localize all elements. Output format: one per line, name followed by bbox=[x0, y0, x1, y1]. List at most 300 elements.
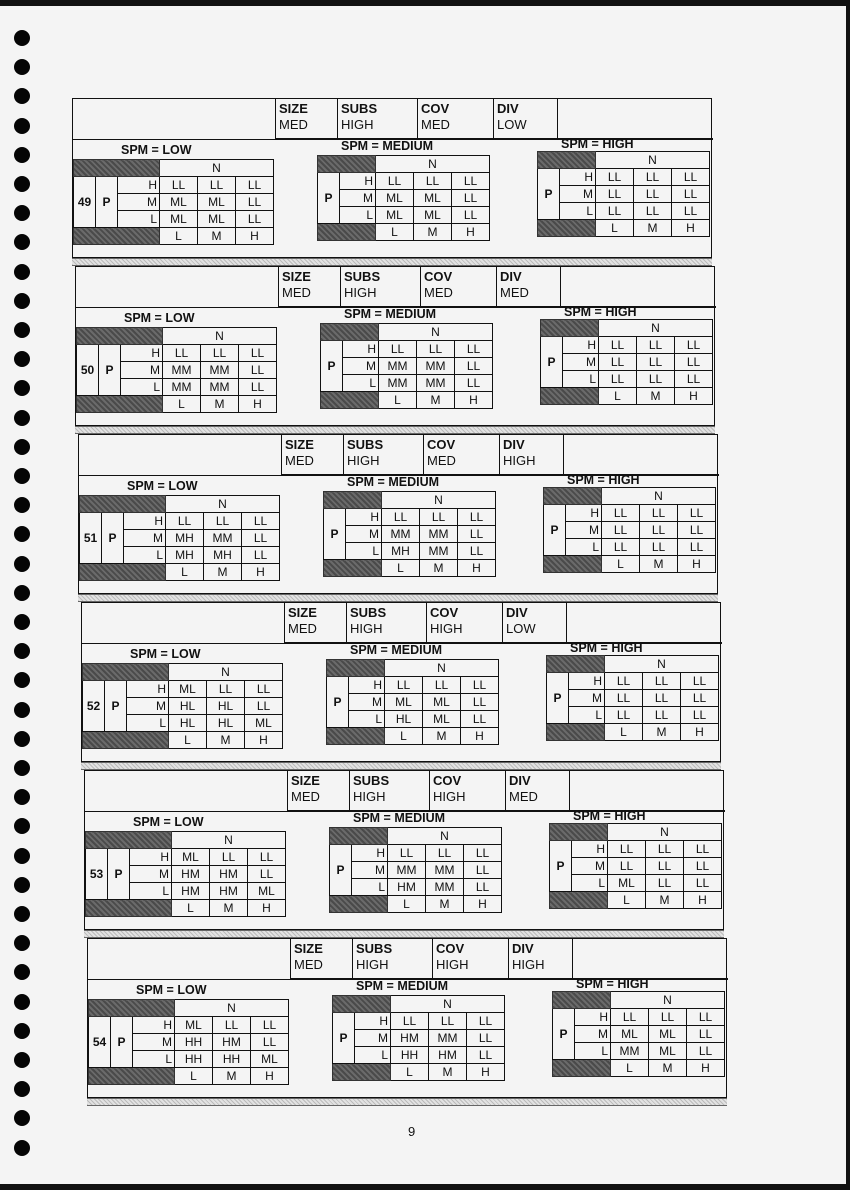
spm-high-title: SPM = HIGH bbox=[576, 977, 649, 991]
value-cell: ML bbox=[245, 715, 283, 732]
value-cell: LL bbox=[245, 698, 283, 715]
binder-hole bbox=[14, 702, 30, 718]
n-header: N bbox=[382, 492, 496, 509]
scenario-block bbox=[75, 266, 740, 434]
binder-hole bbox=[14, 906, 30, 922]
value-cell: LL bbox=[684, 858, 722, 875]
spm-low-title: SPM = LOW bbox=[121, 143, 192, 157]
p-label: P bbox=[327, 677, 349, 728]
row-label: L bbox=[127, 715, 169, 732]
spm-medium-table bbox=[329, 827, 502, 913]
value-cell: ML bbox=[608, 875, 646, 892]
col-label: M bbox=[429, 1064, 467, 1081]
spm-medium-title: SPM = MEDIUM bbox=[341, 139, 434, 153]
binder-hole bbox=[14, 994, 30, 1010]
value-cell: MM bbox=[417, 358, 455, 375]
col-label: H bbox=[678, 556, 716, 573]
value-cell: ML bbox=[160, 194, 198, 211]
binder-hole bbox=[14, 789, 30, 805]
value-cell: MM bbox=[611, 1043, 649, 1060]
shaded-footer bbox=[89, 1068, 175, 1085]
p-label: P bbox=[330, 845, 352, 896]
row-label: H bbox=[572, 841, 608, 858]
value-cell: LL bbox=[251, 1034, 289, 1051]
binder-hole bbox=[14, 410, 30, 426]
div-label: DIV bbox=[497, 101, 519, 116]
binder-hole bbox=[14, 731, 30, 747]
row-label: M bbox=[563, 354, 599, 371]
n-header: N bbox=[163, 328, 277, 345]
binder-hole bbox=[14, 848, 30, 864]
div-value: HIGH bbox=[503, 453, 536, 468]
binder-holes bbox=[14, 30, 34, 1170]
row-label: M bbox=[130, 866, 172, 883]
binder-hole bbox=[14, 1023, 30, 1039]
binder-hole bbox=[14, 935, 30, 951]
row-label: H bbox=[133, 1017, 175, 1034]
value-cell: LL bbox=[376, 173, 414, 190]
value-cell: LL bbox=[640, 505, 678, 522]
n-header: N bbox=[608, 824, 722, 841]
value-cell: MM bbox=[420, 543, 458, 560]
row-label: L bbox=[572, 875, 608, 892]
value-cell: LL bbox=[646, 858, 684, 875]
col-label: L bbox=[382, 560, 420, 577]
value-cell: LL bbox=[675, 337, 713, 354]
col-label: H bbox=[245, 732, 283, 749]
hatched-separator bbox=[78, 594, 718, 602]
value-cell: LL bbox=[646, 875, 684, 892]
col-label: H bbox=[455, 392, 493, 409]
spm-medium-title: SPM = MEDIUM bbox=[350, 643, 443, 657]
size-label: SIZE bbox=[291, 773, 320, 788]
value-cell: MM bbox=[420, 526, 458, 543]
col-label: L bbox=[160, 228, 198, 245]
value-cell: LL bbox=[461, 711, 499, 728]
n-header: N bbox=[599, 320, 713, 337]
scenario-block bbox=[72, 98, 740, 266]
col-label: L bbox=[388, 896, 426, 913]
n-header: N bbox=[385, 660, 499, 677]
spm-high-table bbox=[540, 319, 713, 405]
value-cell: LL bbox=[640, 522, 678, 539]
value-cell: LL bbox=[643, 690, 681, 707]
shaded-header bbox=[538, 152, 596, 169]
value-cell: LL bbox=[464, 862, 502, 879]
size-header bbox=[287, 771, 349, 811]
value-cell: LL bbox=[687, 1043, 725, 1060]
binder-hole bbox=[14, 322, 30, 338]
col-label: H bbox=[467, 1064, 505, 1081]
binder-hole bbox=[14, 877, 30, 893]
shaded-footer bbox=[333, 1064, 391, 1081]
n-header: N bbox=[160, 160, 274, 177]
value-cell: LL bbox=[605, 673, 643, 690]
div-header bbox=[493, 99, 557, 139]
spm-high-title: SPM = HIGH bbox=[570, 641, 643, 655]
p-label: P bbox=[553, 1009, 575, 1060]
value-cell: HL bbox=[207, 715, 245, 732]
row-label: L bbox=[124, 547, 166, 564]
col-label: M bbox=[646, 892, 684, 909]
binder-hole bbox=[14, 964, 30, 980]
value-cell: LL bbox=[684, 841, 722, 858]
value-cell: LL bbox=[458, 526, 496, 543]
shaded-header bbox=[318, 156, 376, 173]
div-label: DIV bbox=[512, 941, 534, 956]
row-label: L bbox=[575, 1043, 611, 1060]
value-cell: LL bbox=[687, 1009, 725, 1026]
row-label: L bbox=[563, 371, 599, 388]
spm-high-table bbox=[552, 991, 725, 1077]
value-cell: MM bbox=[379, 358, 417, 375]
col-label: M bbox=[637, 388, 675, 405]
shaded-footer bbox=[86, 900, 172, 917]
hatched-separator bbox=[72, 258, 712, 266]
row-label: H bbox=[130, 849, 172, 866]
cov-value: HIGH bbox=[433, 789, 466, 804]
col-label: H bbox=[239, 396, 277, 413]
shaded-header bbox=[333, 996, 391, 1013]
cov-header bbox=[417, 99, 493, 139]
row-label: H bbox=[118, 177, 160, 194]
subs-header bbox=[352, 939, 432, 979]
value-cell: LL bbox=[672, 169, 710, 186]
value-cell: LL bbox=[245, 681, 283, 698]
value-cell: LL bbox=[608, 841, 646, 858]
col-label: L bbox=[379, 392, 417, 409]
value-cell: HM bbox=[213, 1034, 251, 1051]
shaded-header bbox=[321, 324, 379, 341]
col-label: L bbox=[599, 388, 637, 405]
value-cell: LL bbox=[391, 1013, 429, 1030]
col-label: M bbox=[213, 1068, 251, 1085]
col-label: M bbox=[420, 560, 458, 577]
cov-header bbox=[426, 603, 502, 643]
value-cell: LL bbox=[163, 345, 201, 362]
col-label: L bbox=[172, 900, 210, 917]
col-label: H bbox=[248, 900, 286, 917]
binder-hole bbox=[14, 30, 30, 46]
col-label: L bbox=[166, 564, 204, 581]
value-cell: HL bbox=[169, 698, 207, 715]
n-header: N bbox=[388, 828, 502, 845]
p-label: P bbox=[96, 177, 118, 228]
value-cell: LL bbox=[602, 505, 640, 522]
spm-medium-table bbox=[317, 155, 490, 241]
value-cell: MM bbox=[201, 379, 239, 396]
spm-low-title: SPM = LOW bbox=[136, 983, 207, 997]
value-cell: MM bbox=[426, 879, 464, 896]
value-cell: LL bbox=[672, 186, 710, 203]
subs-value: HIGH bbox=[356, 957, 389, 972]
spm-high-table bbox=[546, 655, 719, 741]
div-header bbox=[508, 939, 572, 979]
value-cell: HL bbox=[169, 715, 207, 732]
col-label: M bbox=[423, 728, 461, 745]
value-cell: HM bbox=[210, 866, 248, 883]
col-label: M bbox=[207, 732, 245, 749]
col-label: L bbox=[175, 1068, 213, 1085]
n-header: N bbox=[602, 488, 716, 505]
value-cell: MM bbox=[417, 375, 455, 392]
value-cell: HM bbox=[429, 1047, 467, 1064]
value-cell: LL bbox=[236, 177, 274, 194]
subs-label: SUBS bbox=[341, 101, 378, 116]
shaded-header bbox=[550, 824, 608, 841]
shaded-footer bbox=[553, 1060, 611, 1077]
shaded-header bbox=[80, 496, 166, 513]
value-cell: HH bbox=[175, 1051, 213, 1068]
header-blank bbox=[566, 603, 722, 643]
value-cell: LL bbox=[455, 375, 493, 392]
row-label: H bbox=[127, 681, 169, 698]
value-cell: LL bbox=[236, 211, 274, 228]
shaded-header bbox=[74, 160, 160, 177]
value-cell: LL bbox=[687, 1026, 725, 1043]
value-cell: HL bbox=[385, 711, 423, 728]
row-label: H bbox=[575, 1009, 611, 1026]
header-blank bbox=[572, 939, 728, 979]
value-cell: LL bbox=[166, 513, 204, 530]
row-label: L bbox=[355, 1047, 391, 1064]
value-cell: LL bbox=[634, 186, 672, 203]
value-cell: LL bbox=[649, 1009, 687, 1026]
p-label: P bbox=[105, 681, 127, 732]
div-label: DIV bbox=[506, 605, 528, 620]
cov-label: COV bbox=[430, 605, 459, 620]
spm-medium-title: SPM = MEDIUM bbox=[347, 475, 440, 489]
row-id: 50 bbox=[77, 345, 99, 396]
value-cell: HM bbox=[391, 1030, 429, 1047]
value-cell: LL bbox=[672, 203, 710, 220]
row-label: M bbox=[346, 526, 382, 543]
cov-label: COV bbox=[433, 773, 462, 788]
col-label: H bbox=[461, 728, 499, 745]
binder-hole bbox=[14, 643, 30, 659]
value-cell: LL bbox=[467, 1047, 505, 1064]
value-cell: LL bbox=[634, 169, 672, 186]
size-value: MED bbox=[288, 621, 317, 636]
row-label: H bbox=[121, 345, 163, 362]
shaded-header bbox=[553, 992, 611, 1009]
value-cell: LL bbox=[599, 354, 637, 371]
shaded-footer bbox=[324, 560, 382, 577]
value-cell: LL bbox=[467, 1030, 505, 1047]
page bbox=[0, 6, 846, 1184]
col-label: H bbox=[672, 220, 710, 237]
col-label: L bbox=[602, 556, 640, 573]
subs-header bbox=[337, 99, 417, 139]
value-cell: LL bbox=[379, 341, 417, 358]
header-blank bbox=[563, 435, 719, 475]
size-value: MED bbox=[282, 285, 311, 300]
n-header: N bbox=[172, 832, 286, 849]
value-cell: MH bbox=[204, 547, 242, 564]
scenario-block bbox=[78, 434, 740, 602]
subs-value: HIGH bbox=[350, 621, 383, 636]
n-header: N bbox=[379, 324, 493, 341]
cov-label: COV bbox=[421, 101, 450, 116]
scenario-frame bbox=[84, 770, 724, 930]
row-label: L bbox=[352, 879, 388, 896]
value-cell: LL bbox=[248, 866, 286, 883]
value-cell: LL bbox=[248, 849, 286, 866]
value-cell: LL bbox=[643, 673, 681, 690]
spm-high-table bbox=[537, 151, 710, 237]
row-label: H bbox=[346, 509, 382, 526]
value-cell: ML bbox=[251, 1051, 289, 1068]
shaded-header bbox=[86, 832, 172, 849]
binder-hole bbox=[14, 176, 30, 192]
col-label: L bbox=[596, 220, 634, 237]
value-cell: LL bbox=[684, 875, 722, 892]
p-label: P bbox=[111, 1017, 133, 1068]
spm-low-table bbox=[79, 495, 280, 581]
cov-header bbox=[420, 267, 496, 307]
col-label: H bbox=[242, 564, 280, 581]
row-id: 52 bbox=[83, 681, 105, 732]
col-label: H bbox=[236, 228, 274, 245]
value-cell: LL bbox=[464, 879, 502, 896]
spm-low-title: SPM = LOW bbox=[133, 815, 204, 829]
size-value: MED bbox=[285, 453, 314, 468]
value-cell: LL bbox=[239, 345, 277, 362]
subs-header bbox=[349, 771, 429, 811]
value-cell: MM bbox=[163, 362, 201, 379]
spm-low-table bbox=[76, 327, 277, 413]
shaded-footer bbox=[74, 228, 160, 245]
col-label: H bbox=[684, 892, 722, 909]
shaded-header bbox=[330, 828, 388, 845]
col-label: M bbox=[204, 564, 242, 581]
value-cell: LL bbox=[596, 203, 634, 220]
col-label: L bbox=[605, 724, 643, 741]
row-label: M bbox=[121, 362, 163, 379]
div-header bbox=[502, 603, 566, 643]
row-label: M bbox=[560, 186, 596, 203]
col-label: L bbox=[385, 728, 423, 745]
spm-medium-title: SPM = MEDIUM bbox=[344, 307, 437, 321]
value-cell: LL bbox=[236, 194, 274, 211]
col-label: M bbox=[634, 220, 672, 237]
value-cell: LL bbox=[602, 522, 640, 539]
cov-value: MED bbox=[421, 117, 450, 132]
document-body bbox=[72, 98, 740, 1106]
col-label: H bbox=[687, 1060, 725, 1077]
value-cell: ML bbox=[175, 1017, 213, 1034]
cov-value: HIGH bbox=[436, 957, 469, 972]
value-cell: LL bbox=[458, 543, 496, 560]
spm-low-table bbox=[85, 831, 286, 917]
value-cell: MM bbox=[382, 526, 420, 543]
p-label: P bbox=[321, 341, 343, 392]
binder-hole bbox=[14, 293, 30, 309]
n-header: N bbox=[166, 496, 280, 513]
binder-hole bbox=[14, 118, 30, 134]
scenario-frame bbox=[81, 602, 721, 762]
value-cell: ML bbox=[385, 694, 423, 711]
col-label: L bbox=[163, 396, 201, 413]
value-cell: LL bbox=[455, 358, 493, 375]
size-header bbox=[281, 435, 343, 475]
row-label: L bbox=[569, 707, 605, 724]
p-label: P bbox=[108, 849, 130, 900]
value-cell: LL bbox=[242, 547, 280, 564]
col-label: M bbox=[649, 1060, 687, 1077]
col-label: M bbox=[643, 724, 681, 741]
value-cell: ML bbox=[376, 190, 414, 207]
div-value: LOW bbox=[497, 117, 527, 132]
shaded-footer bbox=[538, 220, 596, 237]
row-label: M bbox=[118, 194, 160, 211]
value-cell: LL bbox=[426, 845, 464, 862]
value-cell: LL bbox=[602, 539, 640, 556]
row-label: H bbox=[569, 673, 605, 690]
value-cell: LL bbox=[596, 186, 634, 203]
row-label: H bbox=[124, 513, 166, 530]
value-cell: LL bbox=[608, 858, 646, 875]
p-label: P bbox=[550, 841, 572, 892]
col-label: H bbox=[675, 388, 713, 405]
value-cell: LL bbox=[251, 1017, 289, 1034]
cov-value: MED bbox=[424, 285, 453, 300]
row-label: H bbox=[352, 845, 388, 862]
value-cell: HH bbox=[213, 1051, 251, 1068]
value-cell: ML bbox=[160, 211, 198, 228]
n-header: N bbox=[596, 152, 710, 169]
value-cell: ML bbox=[376, 207, 414, 224]
row-label: H bbox=[343, 341, 379, 358]
p-label: P bbox=[544, 505, 566, 556]
row-label: M bbox=[355, 1030, 391, 1047]
spm-low-title: SPM = LOW bbox=[124, 311, 195, 325]
p-label: P bbox=[333, 1013, 355, 1064]
row-id: 53 bbox=[86, 849, 108, 900]
value-cell: LL bbox=[634, 203, 672, 220]
col-label: H bbox=[251, 1068, 289, 1085]
row-label: M bbox=[133, 1034, 175, 1051]
value-cell: ML bbox=[649, 1043, 687, 1060]
value-cell: MM bbox=[201, 362, 239, 379]
size-value: MED bbox=[291, 789, 320, 804]
row-label: L bbox=[346, 543, 382, 560]
binder-hole bbox=[14, 818, 30, 834]
value-cell: LL bbox=[678, 522, 716, 539]
value-cell: LL bbox=[681, 690, 719, 707]
size-label: SIZE bbox=[282, 269, 311, 284]
spm-medium-table bbox=[326, 659, 499, 745]
col-label: H bbox=[458, 560, 496, 577]
value-cell: LL bbox=[675, 354, 713, 371]
binder-hole bbox=[14, 205, 30, 221]
scenario-block bbox=[87, 938, 740, 1106]
shaded-header bbox=[83, 664, 169, 681]
col-label: L bbox=[611, 1060, 649, 1077]
col-label: M bbox=[198, 228, 236, 245]
col-label: M bbox=[201, 396, 239, 413]
value-cell: LL bbox=[452, 190, 490, 207]
value-cell: LL bbox=[452, 173, 490, 190]
col-label: M bbox=[417, 392, 455, 409]
value-cell: LL bbox=[452, 207, 490, 224]
binder-hole bbox=[14, 585, 30, 601]
value-cell: ML bbox=[414, 207, 452, 224]
value-cell: LL bbox=[464, 845, 502, 862]
hatched-separator bbox=[87, 1098, 727, 1106]
value-cell: LL bbox=[198, 177, 236, 194]
value-cell: LL bbox=[201, 345, 239, 362]
